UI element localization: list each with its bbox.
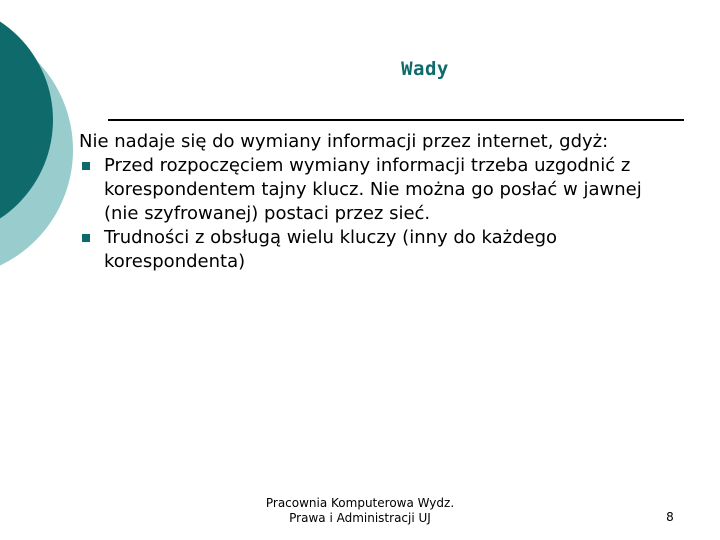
footer-line-1: Pracownia Komputerowa Wydz.: [265, 496, 455, 510]
decorative-circles: [0, 0, 90, 300]
bullet-list: [79, 154, 679, 274]
slide-title: Wady: [401, 58, 449, 80]
bullet-item: [79, 226, 679, 274]
footer-line-2: Prawa i Administracji UJ: [289, 511, 431, 525]
footer: [240, 496, 480, 526]
title-divider: [108, 119, 684, 121]
slide-body: [79, 130, 679, 274]
intro-text: Nie nadaje się do wymiany informacji przez internet, gdyż:: [79, 131, 609, 152]
square-bullet-icon: [82, 234, 90, 242]
bullet-text: Przed rozpoczęciem wymiany informacji trzeba uzgodnić z korespondentem tajny klucz. Nie można go posłać w jawnej (nie szyfrowanej) postaci przez sieć.: [104, 155, 642, 224]
page-number: 8: [666, 510, 674, 524]
bullet-item: [79, 154, 679, 226]
square-bullet-icon: [82, 162, 90, 170]
bullet-text: Trudności z obsługą wielu kluczy (inny do każdego korespondenta): [104, 227, 558, 272]
